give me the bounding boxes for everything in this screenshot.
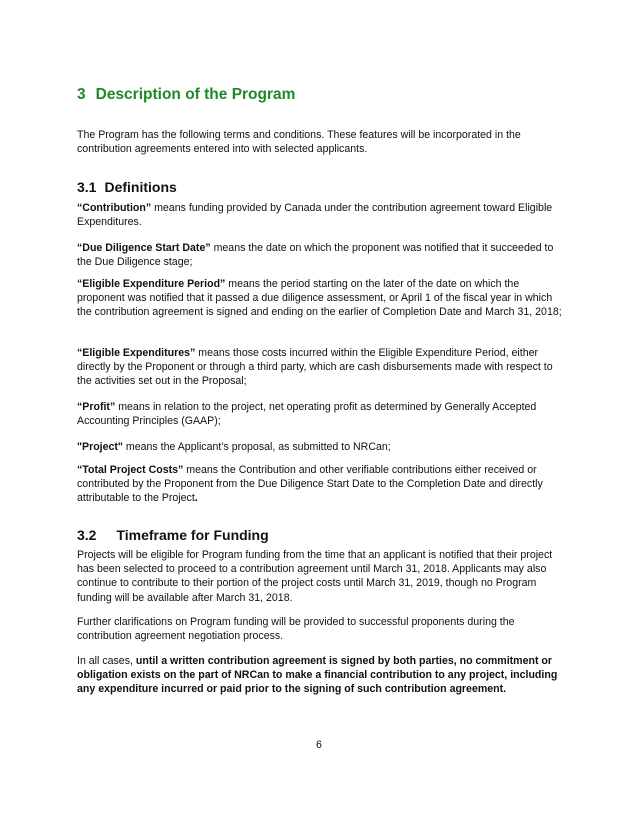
definition-period: . xyxy=(194,492,198,505)
definition-eligible-expenditures xyxy=(77,346,567,389)
section-3-2-number: 3.2 xyxy=(77,527,97,543)
definition-total-project-costs xyxy=(77,463,567,506)
section-3-2-heading xyxy=(77,527,269,543)
definition-contribution xyxy=(77,201,567,229)
timeframe-paragraph-3 xyxy=(77,654,567,697)
definition-term: “Eligible Expenditures” xyxy=(77,347,196,359)
definition-term: “Total Project Costs” xyxy=(77,464,184,476)
page-number: 6 xyxy=(316,739,322,751)
timeframe-paragraph-1: Projects will be eligible for Program funding from the time that an applicant is notified that their project has been selected to proceed to a contribution agreement until March 31, 2018. Applicants may also continue to contribute to their portion of the project costs until March 31, 2019, though no Program funding will be available after March 31, 2018. xyxy=(77,549,553,604)
definition-term: “Due Diligence Start Date” xyxy=(77,242,211,254)
section-3-title: Description of the Program xyxy=(95,86,296,103)
section-3-1-heading xyxy=(77,179,177,195)
timeframe-paragraph-2: Further clarifications on Program funding will be provided to successful proponents during the contribution agreement negotiation process. xyxy=(77,616,515,643)
paragraph-emphasis: until a written contribution agreement is signed by both parties, no commitment or obligation exists on the part of NRCan to make a financial contribution to any project, including any expenditure incurred or paid prior to the signing of such contribution agreement. xyxy=(77,655,558,696)
definition-text: means the Contribution and other verifiable contributions either received or contributed by the Proponent from the Due Diligence Start Date to the Completion Date and directly attributable to the Project xyxy=(77,464,543,505)
definition-text: means funding provided by Canada under the contribution agreement toward Eligible Expenditures. xyxy=(77,202,553,229)
definition-text: means the period starting on the later of the date on which the proponent was notified that it passed a due diligence assessment, or April 1 of the fiscal year in which the contribution agreement is signed and ending on the earlier of Completion Date and March 31, 2018; xyxy=(77,278,562,319)
definition-term: “Profit” xyxy=(77,401,116,413)
definition-term: "Project" xyxy=(77,441,123,453)
section-3-number: 3 xyxy=(77,86,86,103)
definition-term: “Eligible Expenditure Period” xyxy=(77,278,226,290)
section-3-heading xyxy=(77,86,295,104)
definition-due-diligence-start-date xyxy=(77,241,567,269)
section-3-1-number: 3.1 xyxy=(77,179,97,195)
section-3-2-title: Timeframe for Funding xyxy=(116,527,269,543)
definition-text: means in relation to the project, net operating profit as determined by Generally Accepted Accounting Principles (GAAP); xyxy=(77,401,537,428)
section-3-1-title: Definitions xyxy=(104,179,177,195)
definition-text: means those costs incurred within the Eligible Expenditure Period, either directly by the Proponent or through a third party, which are cash disbursements made with respect to the activities set out in the Proposal; xyxy=(77,347,553,388)
paragraph-lead: In all cases, xyxy=(77,655,136,667)
definition-eligible-expenditure-period xyxy=(77,277,567,320)
definition-profit xyxy=(77,400,567,428)
section-3-intro: The Program has the following terms and conditions. These features will be incorporated in the contribution agreements entered into with selected applicants. xyxy=(77,129,521,156)
definition-text: means the Applicant’s proposal, as submitted to NRCan; xyxy=(122,441,391,453)
definition-term: “Contribution” xyxy=(77,202,152,214)
definition-text: means the date on which the proponent was notified that it succeeded to the Due Diligence stage; xyxy=(77,242,554,269)
definition-project xyxy=(77,440,567,454)
